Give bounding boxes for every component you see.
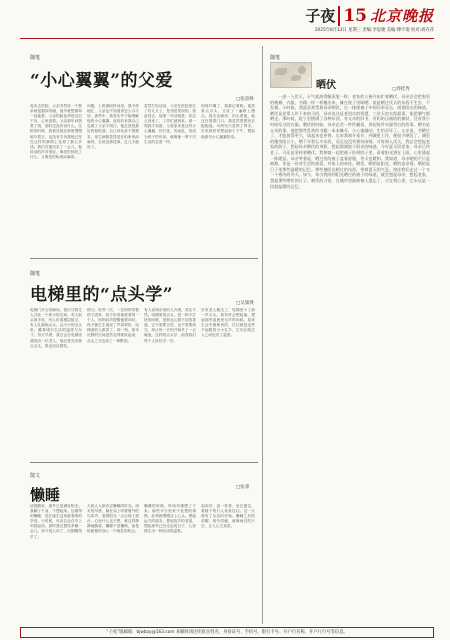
article3-byline: □张睿 — [236, 485, 250, 490]
article2-column-3: 有人说城市里的人冷漠，其实不然。电梯里的点头，是一种不打扰的问候，是彼此心照不宣的善意。它不需要言语，也不需要深交，却让每一天的开始多了一点暖意。这样的点头学，值得我们每个人好好学一学。 — [144, 308, 196, 343]
article3-column-4: 起床后，泡一杯茶，坐在窗边，看楼下的行人来来往往。这一天便有了从容的开始。懒睡之后的清醒，格外清澈，就像雨后的天空，让人心生欢喜。 — [201, 504, 255, 529]
masthead — [20, 6, 434, 36]
article4-byline: □周桂秀 — [392, 87, 410, 92]
article1-column-2: 问题，上班那段时间里，我不停地忙，父亲也不知道该怎么办才好。那些年，我其实并不能理解他的小心翼翼，直到后来我自己也做了父亲才明白。他总是把最好的留给我，自己却从来不提要求，连生病都觉得是在给家里添麻烦，总说没事没事，过几天就好了。 — [87, 104, 139, 149]
figure-shape — [298, 66, 306, 74]
article1-byline: □张雷峰 — [236, 97, 254, 102]
footer-notice: “子夜”版邮箱：bjwbzy@163.com 来稿时请注明真实姓名、身份证号、手机号、银行卡号、开户行名称、开户行行号等信息。 — [20, 627, 434, 638]
article2-column-2: 情分。好些一次，一位妈妈带着孩子进来，孩子好奇地看着每一个人，妈妈轻声提醒他要问好。孩子脆生生地说了声叔叔好，电梯里的人都笑了。那一刻，原本沉默的空间忽然变得柔软起来，点头之交也成了一种默契。 — [87, 308, 139, 343]
article2-column-1: 电梯门开合的瞬间，我们与陌生人共处一个狭小的空间。有人低头看手机，有人盯着楼层数字，有人礼貌地点头。这小小的点头里，藏着城市生活的温度与分寸。每天早晨，我总会在电梯里遇见同一位老人，他总是先冲我点点头，我也回以微笑。 — [30, 308, 82, 348]
article1-column-1: 周末去医院，父亲突然说一个要求就是割掉肉瘤，他早就想做却一直拖着，父亲的脸色却是迟迟不肯，心里惦着。父亲那年问我要了钱，那时还没有说什么。住院的时候，我看见他在那里慢慢地写着字，也没有告诉我他已经在这样的事情上花掉了那么多钱。我们在窗边坐了一会儿，他说话的声音很轻，像是怕惊扰了什么，又像是怕给谁添麻烦。 — [30, 104, 82, 159]
article3-column-3: 懒睡的时候，时间仿佛慢了下来。那些平日里来不及想的事情，此刻都慢慢浮上心头。想起远方的朋友，想起故乡的老屋，想起那些已经走远的日子，心里便生出一种淡淡的温柔。 — [144, 504, 196, 534]
section-number: 15 — [338, 6, 367, 26]
article3-column-2: 大抵人人都有过懒睡的时光。周末的早晨，躺在床上听着窗外的鸟叫声，看着阳光一点点爬上窗台，心里什么也不想，就这样静静地躺着。懒睡不是懒惰，而是给疲惫的身心一个喘息的机会。 — [87, 504, 139, 534]
leaf-shape — [291, 75, 301, 81]
article4-body: 一进一入伏天，天气就热得像蒸笼一样，老家的人便开始忙着晒伏。母亲总会把家里的被褥、衣服、书籍一样一样搬出来，摊在院子里晾晒，说是晒过伏天的东西不生虫、不发霉。小时候，我最喜欢帮着母亲晒伏，在一排排被子中间穿来穿去，闻着阳光的味道。晒伏是老辈人传下来的习俗，母亲说这是老祖宗的智慧，三伏天的太阳最毒，能把潮气都晒走。那时候，院子里摆满了各种东西，有父亲的旧书，有奶奶压箱底的棉袄，还有我小时候穿过的衣服。晒伏的时候，母亲总会一件件翻看，讲起每件衣服背后的故事。晒书是父亲的事，他把那些发黄的书籍一本本摊开，小心地翻动，生怕弄坏了。父亲说，书晒过了，才能放得更久，读起来也更香。后来我离开家乡，到城里工作，便很少晒伏了。城里的楼房阳台小，晒不开那么多东西，而且也没有那份闲情。可每到入伏天，我总会想起老家的院子，想起母亲晒伏的身影，想起那满院子阳光的味道。今年夏天回老家，母亲已经老了，可还是坚持要晒伏。我和她一起把被子抬到院子里，看着阳光洒在上面，心里涌起一阵暖意。母亲笑着说，晒过伏的被子盖着舒服，冬天也暖和。我知道，母亲晒的不只是被褥，更是一份对生活的热爱，对家人的牵挂。晒伏，晒的是阳光，晒的是亲情，晒的是日子里那些温暖的记忆。那些被阳光晒过的东西，带着夏天的气息，陪伴我们走过一个又一个寒冷的冬天。如今，每当我闻到阳光晒过的被子的味道，就会想起母亲，想起老家，想起那些晒伏的日子。晒伏的习俗，在城市里渐渐被人遗忘了，可在我心里，它永远是一段最温暖的记忆。 — [270, 94, 430, 189]
article2-column-4: 后来老人搬走了，电梯里少了那一声点头。我有时会想起他，想起那些清晨里无声的问候。原来生活中最珍贵的，往往就是这些不起眼的小小礼节，它们让陌生人之间也有了温度。 — [201, 308, 255, 338]
masthead-rule — [20, 38, 434, 39]
article2-tag: 随笔 — [30, 271, 41, 277]
paper-name: 北京晚报 — [369, 7, 434, 25]
article1-column-3: 忽然打电话说，父亲在医院里住了好几天了，是邻居发现的。我赶回去，他第一句话就是：你怎么回来了，工作忙就别来。那一刻我才知道，父爱原来是这样小心翼翼，怕打扰，怕添乱，怕成为孩子的负担，就像他一辈子对生活的态度一样。 — [144, 104, 196, 144]
column-divider — [262, 46, 263, 624]
article4-illustration — [270, 62, 312, 88]
article2-title: 电梯里的“点头学” — [30, 285, 174, 305]
article4-tag: 随笔 — [270, 55, 281, 61]
article1-tag: 随笔 — [30, 55, 41, 61]
article4-title: 晒伏 — [316, 80, 336, 91]
article1-column-4: 别再叮嘱了，我都记着呢。他笑着点点头，又说了一遍路上慢点。我走出病房，回头看他，他还在望着门口。我忽然很想回去抱抱他，可终究只是挥了挥手。后来我常常想起那个下午，想起他那句小心翼翼的话。 — [201, 104, 255, 139]
section-name: 子夜 — [305, 7, 336, 25]
article3-title: 懒睡 — [30, 486, 61, 504]
article3-tag: 散文 — [30, 473, 41, 479]
dateline: 2025年8月13日 星期三 责编:李思捷 美编:傅宇琨 校对:胡垚萍 — [314, 28, 434, 33]
leaf-shape — [275, 68, 287, 75]
article2-byline: □吴颉瑛 — [236, 301, 254, 306]
article1-divider — [30, 258, 258, 259]
article2-divider — [30, 462, 258, 463]
article3-column-1: 清晨醒来，窗外已是满室阳光。我翻了个身，不想起床。这难得的懒睡，是忙碌生活里最奢侈的享受。小时候，母亲总会在早上叫我起床，那时我总想再多睡一会儿。如今没人叫了，反倒醒得早了。 — [30, 504, 82, 539]
masthead-title-group — [305, 6, 434, 26]
article1-title: “小心翼翼”的父爱 — [30, 71, 174, 91]
